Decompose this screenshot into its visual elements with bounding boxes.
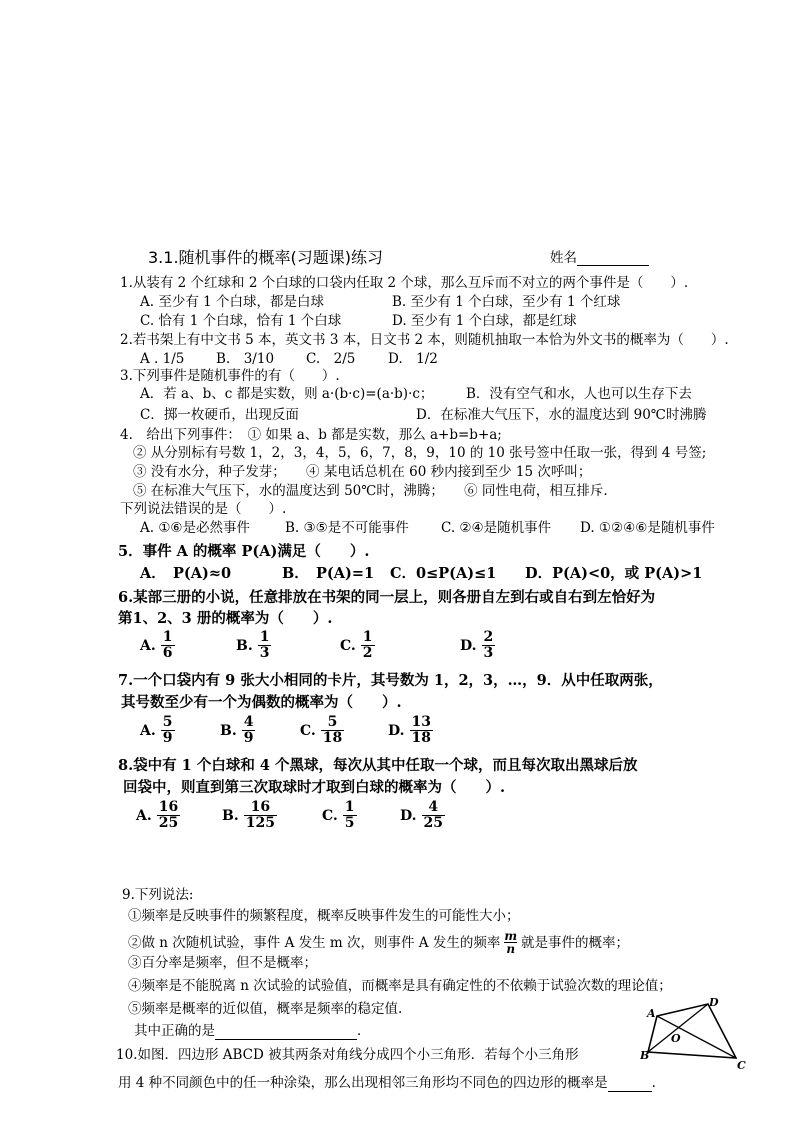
q1-option-d: D. 至少有 1 个白球，都是红球 [392,313,577,329]
q5-option-b: B． P(A)=1 [282,565,375,582]
q9-statement-4: ④频率是不能脱离 n 次试验的试验值，而概率是具有确定性的不依赖于试验次数的理论值； [128,978,672,994]
q1-stem: 1.从装有 2 个红球和 2 个白球的口袋内任取 2 个球，那么互斥而不对立的两个事件是（ ）. [120,275,689,291]
q9-stem: 9.下列说法: [122,887,194,903]
fraction: $\frac{13}{18}$ [411,714,431,746]
vertex-label-c: C [737,1059,746,1072]
q9-statement-5: ⑤频率是概率的近似值，概率是频率的稳定值. [128,1001,403,1017]
name-field [550,246,649,266]
q9-answer-line: 其中正确的是 ． [134,1023,371,1039]
q9-statement-3: ③百分率是频率，但不是概率； [128,955,317,971]
q3-option-d: D．在标准大气压下，水的温度达到 90℃时沸腾 [416,407,707,423]
q5-option-a: A． P(A)≈0 [140,565,232,582]
q7-option-a: A. $\frac{5}{9}$ [140,714,173,746]
q2-option-b: B. 3/10 [216,351,275,367]
q5-stem: 5．事件 A 的概率 P(A)满足（ ）. [118,543,370,560]
fraction: $\frac{1}{2}$ [362,629,373,661]
q8-stem-line-1: 8.袋中有 1 个白球和 4 个黑球，每次从其中任取一个球，而且每次取出黑球后放 [118,757,638,774]
fraction: $\frac{16}{125}$ [245,799,275,831]
q4-line-5: 下列说法错误的是（ ）. [120,501,287,517]
q8-option-a: A. $\frac{16}{25}$ [136,799,179,831]
q10-stem-line-1: 10.如图．四边形 ABCD 被其两条对角线分成四个小三角形．若每个小三角形 [116,1047,579,1063]
q2-option-d: D. 1/2 [388,351,438,367]
q4-option-d: D. ①②④⑥是随机事件 [580,520,715,536]
q3-option-c: C．掷一枚硬币，出现反面 [140,407,299,423]
q9-statement-1: ①频率是反映事件的频繁程度，概率反映事件发生的可能性大小； [128,908,520,924]
q6-stem-line-2: 第1、2、3 册的概率为（ ）. [118,610,333,627]
quadrilateral-abcd-figure [640,995,752,1073]
q6-option-a: A. $\frac{1}{6}$ [140,629,173,661]
q4-stem: 4. 给出下列事件： ① 如果 a、b 都是实数，那么 a+b=b+a; [120,427,502,443]
q8-option-d: D. $\frac{4}{25}$ [400,799,443,831]
fraction: $\frac{4}{25}$ [423,799,443,831]
q3-stem: 3.下列事件是随机事件的有（ ）. [120,368,340,384]
fraction: $\frac{4}{9}$ [243,714,254,746]
q4-line-3: ③ 没有水分，种子发芽； ④ 某电话总机在 60 秒内接到至少 15 次呼叫； [133,464,592,480]
q1-option-c: C. 恰有 1 个白球，恰有 1 个白球 [140,313,342,329]
q6-option-d: D. $\frac{2}{3}$ [460,629,494,661]
vertex-label-d: D [709,996,719,1009]
q4-option-a: A. ①⑥是必然事件 [140,520,251,536]
vertex-label-a: A [647,1007,656,1020]
q9-statement-2: ②做 n 次随机试验，事件 A 发生 m 次，则事件 A 发生的频率 $\frac{m}{n}$ 就是事件的概率； [128,929,630,956]
fraction: $\frac{1}{5}$ [344,799,355,831]
q4-option-b: B. ③⑤是不可能事件 [285,520,409,536]
q10-answer-blank[interactable] [608,1077,652,1092]
q4-line-2: ② 从分别标有号数 1，2，3，4，5，6，7，8，9，10 的 10 张号签中任取一张，得到 4 号签; [133,445,707,461]
q8-stem-line-2: 回袋中，则直到第三次取球时才取到白球的概率为（ ）. [123,779,506,796]
q1-option-a: A. 至少有 1 个白球，都是白球 [140,294,325,310]
q10-stem-line-2: 用 4 种不同颜色中的任一种涂染，那么出现相邻三角形均不同色的四边形的概率是 . [118,1075,656,1091]
intersection-label-o: O [671,1032,681,1045]
fraction: $\frac{5}{18}$ [322,714,343,746]
q7-stem-line-2: 其号数至少有一个为偶数的概率为（ ）. [121,694,402,711]
q8-option-c: C. $\frac{1}{5}$ [322,799,355,831]
name-blank [577,251,649,266]
q2-option-a: A . 1/5 [140,351,185,367]
q7-option-c: C. $\frac{5}{18}$ [300,714,343,746]
worksheet-title: 3.1.随机事件的概率(习题课)练习 [148,248,384,267]
frequency-fraction: $\frac{m}{n}$ [504,929,518,956]
fraction: $\frac{1}{6}$ [162,629,173,661]
q3-option-b: B．没有空气和水，人也可以生存下去 [466,386,692,402]
fraction: $\frac{2}{3}$ [483,629,494,661]
vertex-label-b: B [640,1049,650,1062]
quadrilateral-outline [648,1004,736,1058]
q2-option-c: C. 2/5 [306,351,356,367]
q9-answer-blank[interactable] [215,1025,357,1040]
q5-option-d: D．P(A)<0，或 P(A)>1 [525,565,703,582]
q2-stem: 2.若书架上有中文书 5 本，英文书 3 本，日文书 2 本，则随机抽取一本恰为外文书的概率为（ ）. [120,332,729,348]
q4-option-c: C. ②④是随机事件 [441,520,552,536]
q1-option-b: B. 至少有 1 个白球，至少有 1 个红球 [392,294,621,310]
q7-option-d: D. $\frac{13}{18}$ [388,714,431,746]
fraction: $\frac{1}{3}$ [259,629,270,661]
q4-line-4: ⑤ 在标准大气压下，水的温度达到 50℃时，沸腾； ⑥ 同性电荷，相互排斥. [133,483,608,499]
q8-option-b: B. $\frac{16}{125}$ [222,799,275,831]
fraction: $\frac{5}{9}$ [162,714,173,746]
name-label: 姓名 [550,250,577,266]
q5-option-c: C．0≤P(A)≤1 [390,565,497,582]
diagonal-ac [657,1016,736,1058]
q6-stem-line-1: 6.某部三册的小说，任意排放在书架的同一层上，则各册自左到右或自右到左恰好为 [118,589,656,606]
fraction: $\frac{16}{25}$ [158,799,179,831]
q7-option-b: B. $\frac{4}{9}$ [220,714,254,746]
q3-option-a: A．若 a、b、c 都是实数，则 a·(b·c)=(a·b)·c； [140,386,434,402]
q7-stem-line-1: 7.一个口袋内有 9 张大小相同的卡片，其号数为 1，2，3，…，9．从中任取两张， [118,672,663,689]
q6-option-c: C. $\frac{1}{2}$ [340,629,373,661]
q6-option-b: B. $\frac{1}{3}$ [236,629,270,661]
